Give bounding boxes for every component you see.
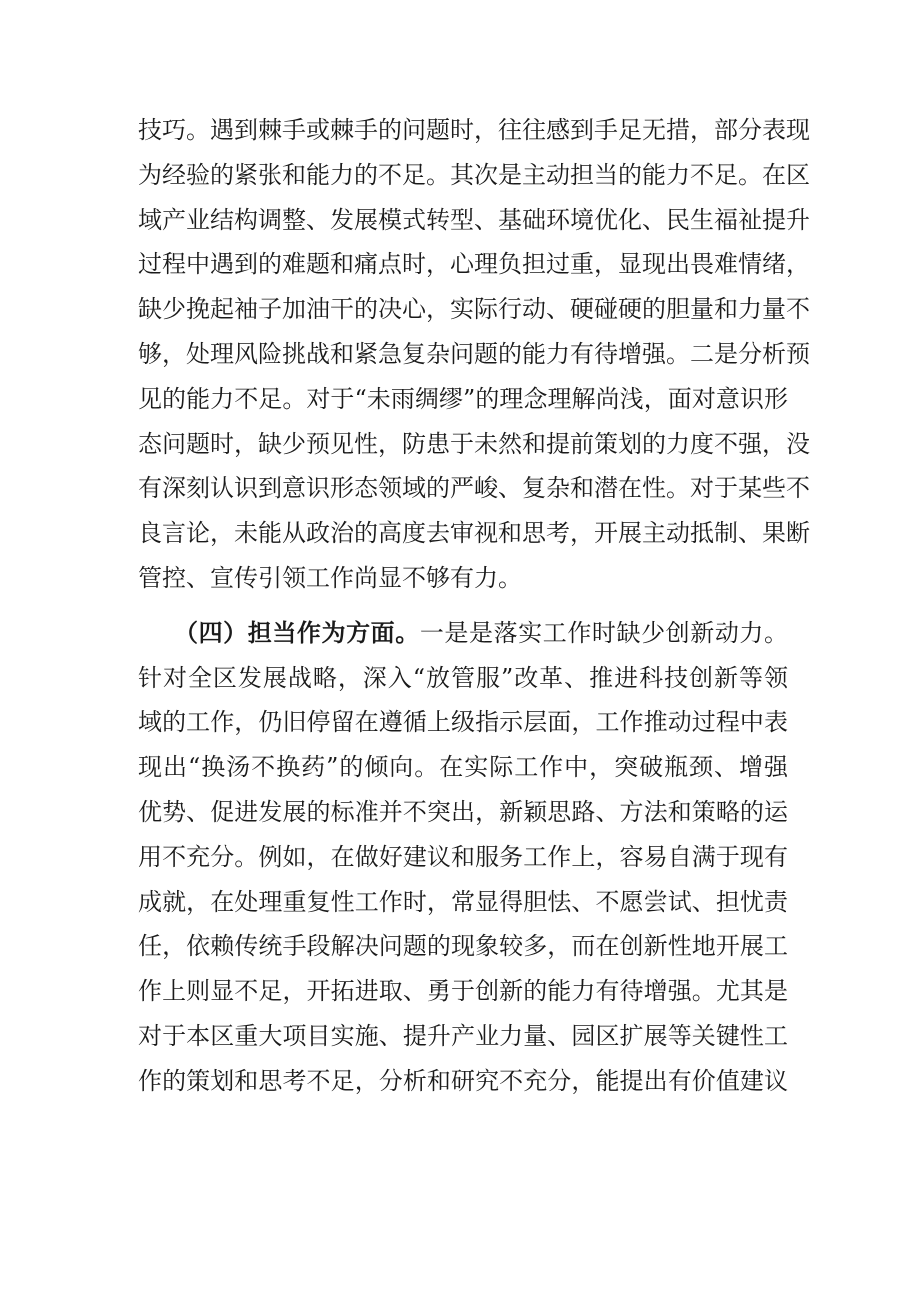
text-line: 为经验的紧张和能力的不足。其次是主动担当的能力不足。在区	[138, 160, 810, 189]
text-line: 对于本区重大项目实施、提升产业力量、园区扩展等关键性工	[138, 1021, 788, 1050]
paragraph-gap	[138, 601, 788, 611]
text-line: 优势、促进发展的标准并不突出，新颖思路、方法和策略的运	[138, 797, 788, 826]
text-line: 良言论，未能从政治的高度去审视和思考，开展主动抵制、果断	[138, 519, 810, 548]
text-line: 针对全区发展战略，深入“放管服”改革、推进科技创新等领	[138, 663, 788, 692]
section-heading-line	[138, 611, 788, 656]
text-line: 见的能力不足。对于“未雨绸缪”的理念理解尚浅，面对意识形	[138, 384, 788, 413]
heading-line-text: 一是是落实工作时缺少创新动力。	[419, 618, 789, 647]
section-heading: （四）担当作为方面。	[174, 618, 420, 647]
text-line: 用不充分。例如，在做好建议和服务工作上，容易自满于现有	[138, 842, 788, 871]
text-line: 态问题时，缺少预见性，防患于未然和提前策划的力度不强，没	[138, 429, 810, 458]
text-line: 作上则显不足，开拓进取、勇于创新的能力有待增强。尤其是	[138, 977, 788, 1006]
text-line: 管控、宣传引领工作尚显不够有力。	[138, 563, 522, 592]
text-line: 过程中遇到的难题和痛点时，心理负担过重，显现出畏难情绪，	[138, 250, 810, 279]
text-line: 有深刻认识到意识形态领域的严峻、复杂和潜在性。对于某些不	[138, 474, 810, 503]
text-line: 任，依赖传统手段解决问题的现象较多，而在创新性地开展工	[138, 932, 788, 961]
text-line: 成就，在处理重复性工作时，常显得胆怯、不愿尝试、担忧责	[138, 887, 788, 916]
text-line: 作的策划和思考不足，分析和研究不充分，能提出有价值建议	[138, 1066, 788, 1095]
text-line: 域产业结构调整、发展模式转型、基础环境优化、民生福祉提升	[138, 205, 810, 234]
text-line: 域的工作，仍旧停留在遵循上级指示层面，工作推动过程中表	[138, 708, 788, 737]
text-line: 缺少挽起袖子加油干的决心，实际行动、硬碰硬的胆量和力量不	[138, 295, 810, 324]
text-line: 技巧。遇到棘手或棘手的问题时，往往感到手足无措，部分表现	[138, 116, 810, 144]
document-body	[138, 108, 810, 1104]
text-line: 够，处理风险挑战和紧急复杂问题的能力有待增强。二是分析预	[138, 339, 810, 368]
text-line: 现出“换汤不换药”的倾向。在实际工作中，突破瓶颈、增强	[138, 753, 788, 782]
